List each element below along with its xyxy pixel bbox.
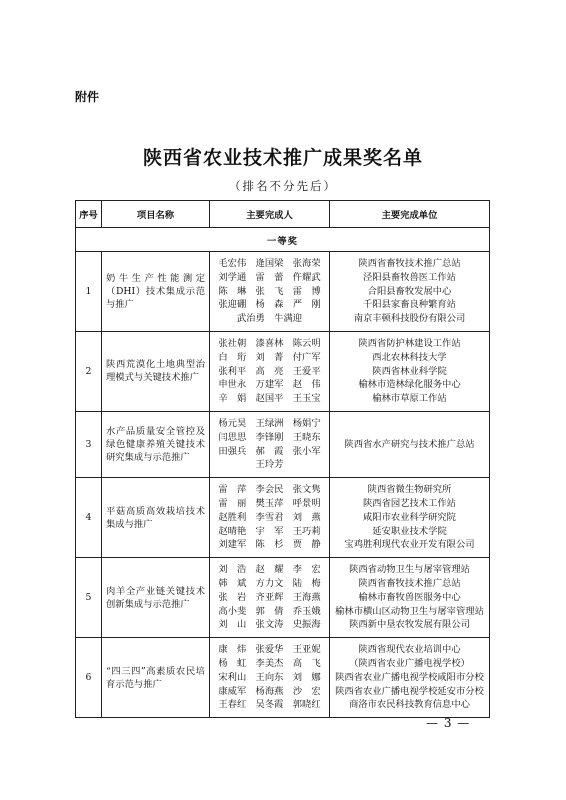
unit-line: 陕西省防护林建设工作站 xyxy=(358,337,461,349)
unit-line: 合阳县畜牧发展中心 xyxy=(367,285,452,297)
person-line: 王玲芳 xyxy=(255,459,284,471)
unit-line: 千阳县家畜良种繁育站 xyxy=(363,299,456,311)
person-line: 刘建军 陈 杉 贾 静 xyxy=(218,539,321,551)
person-line: 毛宏伟 逄国梁 张海荣 xyxy=(218,258,321,269)
unit-line: 陕西省畜牧技术推广总站 xyxy=(358,577,461,589)
person-line: 杨 虹 李美杰 高 飞 xyxy=(218,657,321,669)
unit-line: 陕西省畜牧技术推广总站 xyxy=(358,258,461,269)
header-number: 序号 xyxy=(76,201,102,228)
table-header-row xyxy=(76,201,490,228)
person-line: 王春红 吴冬霞 郭晓红 xyxy=(218,699,321,711)
main-people-cell xyxy=(210,411,330,477)
person-line: 高小斐 郭 倩 乔玉娥 xyxy=(218,605,321,617)
person-line: 武治勇 牛满迎 xyxy=(236,313,303,325)
person-line: 雷 丽 樊玉萍 呼景明 xyxy=(218,497,321,509)
unit-line: 泾阳县畜牧兽医工作站 xyxy=(363,271,456,283)
awards-table xyxy=(75,200,490,718)
unit-line: 商洛市农民科技教育信息中心 xyxy=(349,699,470,711)
person-line: 张利平 高 亮 王爱平 xyxy=(218,365,321,377)
project-name: 奶牛生产性能测定（DHI）技术集成示范与推广 xyxy=(102,252,210,332)
unit-line: 陕西省水产研究与技术推广总站 xyxy=(344,438,475,450)
main-units-cell xyxy=(330,411,490,477)
row-number: 2 xyxy=(76,331,102,411)
main-units-cell xyxy=(330,478,490,558)
document-subtitle: （排名不分先后） xyxy=(229,179,337,193)
header-project: 项目名称 xyxy=(102,201,210,228)
person-line: 辛 娟 赵国平 王玉宝 xyxy=(218,393,321,405)
unit-line: 榆林市横山区动物卫生与屠宰管理站 xyxy=(335,605,484,617)
main-people-cell xyxy=(210,638,330,718)
main-people-cell xyxy=(210,478,330,558)
project-name: 平菇高质高效栽培技术集成与推广 xyxy=(102,478,210,558)
unit-line: 陕西省农业广播电视学校延安市分校 xyxy=(335,685,484,697)
row-number: 3 xyxy=(76,411,102,477)
table-row xyxy=(76,558,490,638)
main-people-cell xyxy=(210,331,330,411)
person-line: 陈 琳 张 飞 雷 博 xyxy=(218,285,321,297)
person-line: 赵胜利 李雪君 刘 燕 xyxy=(218,511,321,523)
unit-line: 陕西省园艺技术工作站 xyxy=(363,497,456,509)
row-number: 5 xyxy=(76,558,102,638)
main-people-cell xyxy=(210,252,330,332)
project-name: 陕西荒漠化土地典型治理模式与关键技术推广 xyxy=(102,331,210,411)
category-label: 一等奖 xyxy=(76,228,490,252)
unit-line: 榆林市造林绿化服务中心 xyxy=(358,379,461,391)
person-line: 刘学通 雷 蕾 仵耀武 xyxy=(218,271,321,283)
row-number: 4 xyxy=(76,478,102,558)
row-number: 6 xyxy=(76,638,102,718)
unit-line: 西北农林科技大学 xyxy=(372,351,447,363)
category-row xyxy=(76,228,490,252)
unit-line: 陕西省微生物研究所 xyxy=(367,484,452,496)
unit-line: 榆林市草原工作站 xyxy=(372,393,447,405)
row-number: 1 xyxy=(76,252,102,332)
unit-line: 延安职业技术学院 xyxy=(372,525,447,537)
unit-line: 陕西省林业科学院 xyxy=(372,365,447,377)
person-line: 田强兵 郝 霞 张小军 xyxy=(218,445,321,457)
person-line: 白 珩 刘 菁 付广军 xyxy=(218,351,321,363)
table-row xyxy=(76,411,490,477)
unit-line: 榆林市畜牧兽医服务中心 xyxy=(358,591,461,603)
unit-line: 陕西省动物卫生与屠宰管理站 xyxy=(349,564,470,576)
table-row xyxy=(76,638,490,718)
person-line: 宋利山 王向东 刘 娜 xyxy=(218,671,321,683)
person-line: 闫思思 李锋刚 王晓东 xyxy=(218,431,321,443)
person-line: 康威军 杨海燕 沙 宏 xyxy=(218,685,321,697)
project-name: “四三四”高素质农民培育示范与推广 xyxy=(102,638,210,718)
person-line: 刘 山 张文涛 史振海 xyxy=(218,619,321,631)
person-line: 韩 斌 方力文 陆 梅 xyxy=(218,577,321,589)
unit-line: （陕西省农业广播电视学校） xyxy=(349,657,470,669)
main-units-cell xyxy=(330,252,490,332)
person-line: 雷 萍 李会民 张文隽 xyxy=(218,484,321,496)
main-units-cell xyxy=(330,638,490,718)
person-line: 刘 浩 赵 耀 李 宏 xyxy=(218,564,321,576)
person-line: 康 炜 张爱华 王亚妮 xyxy=(218,644,321,656)
table-row xyxy=(76,478,490,558)
header-units: 主要完成单位 xyxy=(330,201,490,228)
person-line: 申世永 万建军 赵 伟 xyxy=(218,379,321,391)
attachment-label: 附件 xyxy=(75,90,100,104)
main-people-cell xyxy=(210,558,330,638)
unit-line: 陕西省现代农业培训中心 xyxy=(358,644,461,656)
person-line: 张迎硼 杨 森 严 刚 xyxy=(218,299,321,311)
unit-line: 宝鸡胜利现代农业开发有限公司 xyxy=(344,539,475,551)
project-name: 肉羊全产业链关键技术创新集成与示范推广 xyxy=(102,558,210,638)
project-name: 水产品质量安全管控及绿色健康养殖关键技术研究集成与示范推广 xyxy=(102,411,210,477)
person-line: 赵晴艳 宇 军 王巧莉 xyxy=(218,525,321,537)
page-number: — 3 — xyxy=(426,716,471,730)
unit-line: 陕西省农业广播电视学校咸阳市分校 xyxy=(335,671,484,683)
unit-line: 咸阳市农业科学研究院 xyxy=(363,511,456,523)
main-units-cell xyxy=(330,331,490,411)
header-people: 主要完成人 xyxy=(210,201,330,228)
table-row xyxy=(76,252,490,332)
person-line: 张 岩 齐亚辉 王海燕 xyxy=(218,591,321,603)
document-title: 陕西省农业技术推广成果奖名单 xyxy=(142,147,423,169)
main-units-cell xyxy=(330,558,490,638)
person-line: 杨元昊 王绿洲 杨娟宁 xyxy=(218,417,321,429)
table-row xyxy=(76,331,490,411)
unit-line: 陕西新中垦农牧发展有限公司 xyxy=(349,619,470,631)
person-line: 张社朝 漆喜林 陈云明 xyxy=(218,337,321,349)
unit-line: 南京丰顿科技股份有限公司 xyxy=(353,313,466,325)
